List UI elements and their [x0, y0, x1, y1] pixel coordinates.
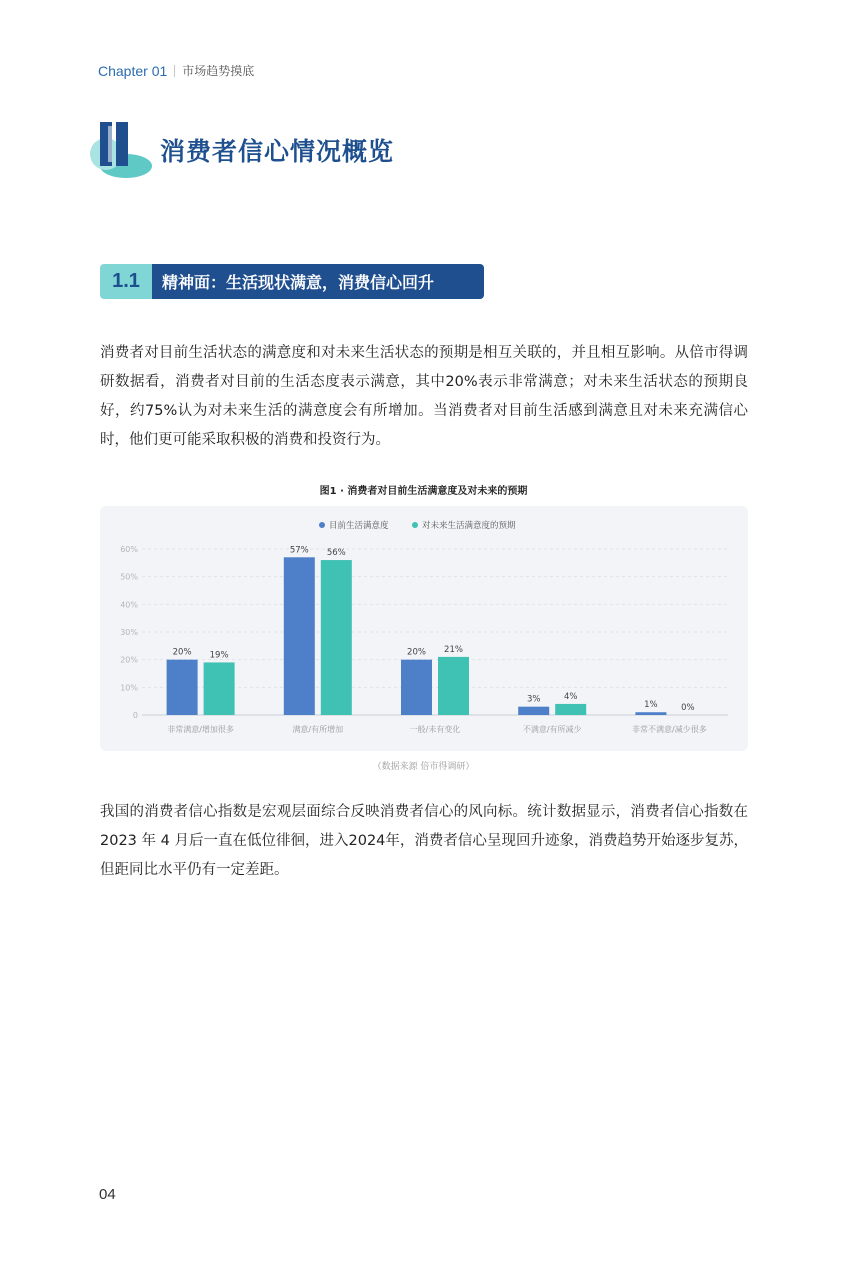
legend-label: 目前生活满意度: [329, 521, 389, 531]
section-title: 精神面：生活现状满意，消费信心回升: [152, 264, 484, 299]
body-paragraph-2: 我国的消费者信心指数是宏观层面综合反映消费者信心的风向标。统计数据显示，消费者信心指数在 2023 年 4 月后一直在低位徘徊，进入2024年，消费者信心呈现回升迹象，消费趋势开始逐步复苏，但距同比水平仍有一定差距。: [100, 804, 748, 878]
bar: [321, 560, 352, 715]
section-heading: [100, 264, 484, 299]
x-tick-label: 非常不满意/减少很多: [632, 725, 707, 734]
chapter-label: Chapter 01: [98, 62, 168, 79]
bar: [204, 662, 235, 715]
bar-value-label: 56%: [326, 548, 346, 559]
figure-caption: 图1 · 消费者对目前生活满意度及对未来的预期: [319, 486, 528, 497]
bar: [401, 660, 432, 715]
bar-value-label: 20%: [407, 647, 426, 658]
bar: [518, 707, 549, 715]
legend-label: 对未来生活满意度的预期: [422, 521, 516, 531]
bar-value-label: 4%: [563, 691, 578, 702]
legend-marker: [319, 522, 325, 528]
y-tick-label: 30%: [120, 628, 138, 637]
bar: [167, 660, 198, 715]
running-header: [98, 62, 254, 79]
header-divider: [174, 65, 175, 77]
bar-value-label: 3%: [526, 694, 541, 705]
bar-value-label: 57%: [289, 545, 309, 556]
y-tick-label: 40%: [120, 600, 138, 610]
x-tick-label: 一般/未有变化: [409, 725, 461, 734]
y-tick-label: 50%: [120, 572, 138, 582]
bar-chart: [100, 506, 748, 751]
x-tick-label: 非常满意/增加很多: [167, 725, 234, 734]
body-paragraph-1: 消费者对目前生活状态的满意度和对未来生活状态的预期是相互关联的，并且相互影响。从倍市得调研数据看，消费者对目前的生活态度表示满意，其中20%表示非常满意；对未来生活状态的预期良好，约75%认为对未来生活的满意度会有所增加。当消费者对目前生活感到满意且对未来充满信心时，他们更可能采取积极的消费和投资行为。: [100, 345, 748, 448]
x-tick-label: 不满意/有所减少: [522, 725, 582, 734]
chapter-heading: [88, 118, 508, 190]
chart-panel: [100, 506, 748, 751]
bar-value-label: 20%: [172, 647, 192, 658]
legend-marker: [412, 522, 418, 528]
bar: [555, 704, 586, 715]
section-number: 1.1: [100, 264, 152, 299]
y-tick-label: 60%: [120, 545, 138, 554]
bar-value-label: 21%: [444, 644, 463, 655]
y-tick-label: 20%: [120, 655, 138, 665]
bar-value-label: 0%: [681, 703, 695, 713]
bar: [635, 712, 666, 715]
y-tick-label: 10%: [120, 683, 138, 693]
chapter-title: 消费者信心情况概览: [160, 137, 395, 166]
bar: [284, 557, 315, 715]
bar-value-label: 19%: [209, 650, 229, 661]
bar-value-label: 1%: [644, 700, 658, 711]
bar: [438, 657, 469, 715]
y-tick-label: 0: [132, 711, 138, 720]
section-label: 市场趋势摸底: [182, 64, 255, 78]
x-tick-label: 满意/有所增加: [292, 725, 344, 734]
figure-source: （数据来源 倍市得调研）: [372, 762, 475, 772]
chapter-number-badge: [88, 118, 154, 182]
page-number: 04: [99, 1186, 116, 1203]
